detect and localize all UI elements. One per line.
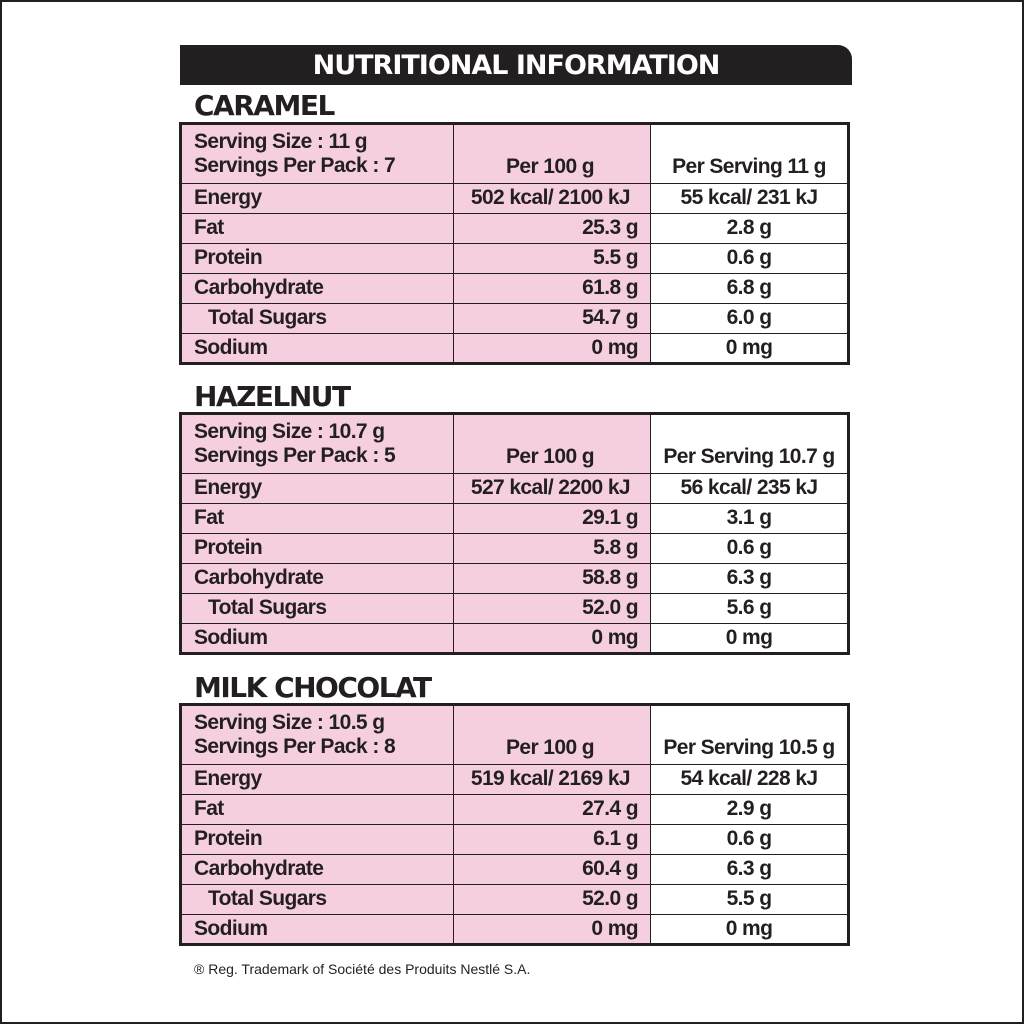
section-title-caramel: CARAMEL	[194, 89, 334, 122]
per-100g-value: 52.0 g	[454, 885, 651, 915]
nutrient-label: Fat	[181, 214, 454, 244]
table-row	[181, 214, 849, 244]
table-row	[181, 564, 849, 594]
per-serving-value: 0.6 g	[651, 825, 849, 855]
nutrient-label: Protein	[181, 825, 454, 855]
per-serving-value: 6.3 g	[651, 855, 849, 885]
table-header-row	[181, 124, 849, 184]
per-serving-value: 0 mg	[651, 915, 849, 945]
table-row	[181, 274, 849, 304]
column-header-per-100g: Per 100 g	[454, 705, 651, 765]
per-serving-value: 0 mg	[651, 624, 849, 654]
nutrition-table-hazelnut	[179, 412, 850, 655]
per-100g-value: 54.7 g	[454, 304, 651, 334]
per-100g-value: 527 kcal/ 2200 kJ	[454, 474, 651, 504]
per-100g-value: 6.1 g	[454, 825, 651, 855]
per-100g-value: 0 mg	[454, 915, 651, 945]
table-row	[181, 765, 849, 795]
nutrient-label: Fat	[181, 795, 454, 825]
per-100g-value: 60.4 g	[454, 855, 651, 885]
table-row	[181, 594, 849, 624]
table-row	[181, 825, 849, 855]
nutrient-label: Sodium	[181, 915, 454, 945]
nutrient-label: Energy	[181, 765, 454, 795]
per-100g-value: 52.0 g	[454, 594, 651, 624]
serving-size: Serving Size : 10.7 g	[194, 419, 385, 443]
nutrient-label: Protein	[181, 244, 454, 274]
nutrient-label: Energy	[181, 474, 454, 504]
per-serving-value: 5.6 g	[651, 594, 849, 624]
column-header-per-100g: Per 100 g	[454, 414, 651, 474]
per-serving-value: 0 mg	[651, 334, 849, 364]
per-serving-value: 54 kcal/ 228 kJ	[651, 765, 849, 795]
per-serving-value: 2.9 g	[651, 795, 849, 825]
nutrient-label: Energy	[181, 184, 454, 214]
per-serving-value: 0.6 g	[651, 534, 849, 564]
nutrient-label: Carbohydrate	[181, 274, 454, 304]
serving-info-cell	[181, 705, 454, 765]
per-100g-value: 61.8 g	[454, 274, 651, 304]
nutrient-label: Carbohydrate	[181, 564, 454, 594]
nutrient-label: Sodium	[181, 334, 454, 364]
per-100g-value: 519 kcal/ 2169 kJ	[454, 765, 651, 795]
nutrient-label: Total Sugars	[181, 304, 454, 334]
servings-per-pack: Servings Per Pack : 7	[194, 154, 396, 177]
table-row	[181, 915, 849, 945]
table-row	[181, 795, 849, 825]
per-100g-value: 502 kcal/ 2100 kJ	[454, 184, 651, 214]
per-100g-value: 5.5 g	[454, 244, 651, 274]
table-row	[181, 304, 849, 334]
table-row	[181, 624, 849, 654]
nutrition-table-caramel	[179, 122, 850, 365]
table-row	[181, 184, 849, 214]
table-row	[181, 534, 849, 564]
column-header-per-serving: Per Serving 11 g	[651, 124, 849, 184]
per-100g-value: 0 mg	[454, 334, 651, 364]
per-serving-value: 55 kcal/ 231 kJ	[651, 184, 849, 214]
nutrient-label: Carbohydrate	[181, 855, 454, 885]
trademark-footnote: ® Reg. Trademark of Société des Produits Nestlé S.A.	[194, 961, 531, 977]
page-title: NUTRITIONAL INFORMATION	[180, 45, 852, 85]
per-serving-value: 56 kcal/ 235 kJ	[651, 474, 849, 504]
per-serving-value: 0.6 g	[651, 244, 849, 274]
per-100g-value: 25.3 g	[454, 214, 651, 244]
per-100g-value: 5.8 g	[454, 534, 651, 564]
per-100g-value: 58.8 g	[454, 564, 651, 594]
nutrient-label: Sodium	[181, 624, 454, 654]
table-row	[181, 885, 849, 915]
per-serving-value: 6.0 g	[651, 304, 849, 334]
nutrition-table-milk-chocolat	[179, 703, 850, 946]
table-header-row	[181, 414, 849, 474]
column-header-per-serving: Per Serving 10.5 g	[651, 705, 849, 765]
table-row	[181, 504, 849, 534]
serving-info-cell	[181, 124, 454, 184]
per-100g-value: 27.4 g	[454, 795, 651, 825]
per-serving-value: 2.8 g	[651, 214, 849, 244]
per-serving-value: 5.5 g	[651, 885, 849, 915]
table-row	[181, 855, 849, 885]
table-row	[181, 244, 849, 274]
serving-size: Serving Size : 10.5 g	[194, 710, 385, 734]
servings-per-pack: Servings Per Pack : 5	[194, 444, 396, 467]
nutrient-label: Total Sugars	[181, 594, 454, 624]
nutrient-label: Total Sugars	[181, 885, 454, 915]
nutrient-label: Fat	[181, 504, 454, 534]
servings-per-pack: Servings Per Pack : 8	[194, 735, 396, 758]
per-serving-value: 3.1 g	[651, 504, 849, 534]
nutrient-label: Protein	[181, 534, 454, 564]
per-100g-value: 29.1 g	[454, 504, 651, 534]
per-serving-value: 6.3 g	[651, 564, 849, 594]
per-serving-value: 6.8 g	[651, 274, 849, 304]
serving-info-cell	[181, 414, 454, 474]
column-header-per-serving: Per Serving 10.7 g	[651, 414, 849, 474]
table-row	[181, 474, 849, 504]
section-title-hazelnut: HAZELNUT	[194, 380, 350, 413]
column-header-per-100g: Per 100 g	[454, 124, 651, 184]
table-header-row	[181, 705, 849, 765]
section-title-milk-chocolat: MILK CHOCOLAT	[194, 671, 431, 704]
serving-size: Serving Size : 11 g	[194, 129, 368, 153]
per-100g-value: 0 mg	[454, 624, 651, 654]
table-row	[181, 334, 849, 364]
